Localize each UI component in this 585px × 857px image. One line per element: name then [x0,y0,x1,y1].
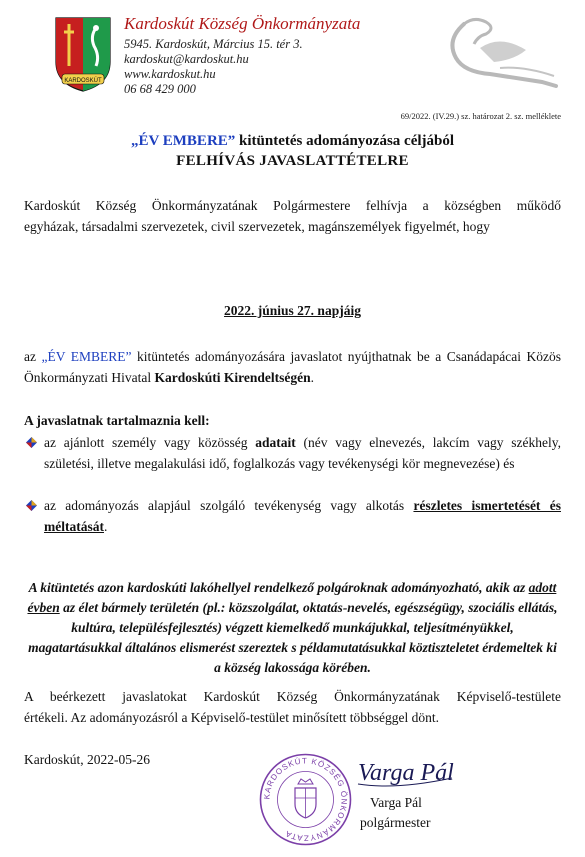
signer-name: Varga Pál [370,795,422,810]
title-rest: kitüntetés adományozása céljából [235,133,455,149]
org-website[interactable]: www.kardoskut.hu [124,67,216,81]
handwritten-signature [356,750,456,792]
item2-before: az adományozás alapjául szolgáló tevékenység vagy alkotás [44,498,414,513]
coat-of-arms-logo [52,14,114,94]
evaluation-line-2: értékeli. Az adományozásról a Képviselő-testület minősített többséggel dönt. [24,710,440,725]
org-address: 5945. Kardoskút, Március 15. tér 3. [124,37,303,51]
title-line-2: FELHÍVÁS JAVASLATTÉTELRE [176,153,409,169]
org-email[interactable]: kardoskut@kardoskut.hu [124,52,249,66]
submission-middle: kitüntetés adományozására javaslatot nyújthatnak be a Csanádapácai Közös Önkormányzati Hivatal [24,349,561,385]
award-name: „ÉV EMBERE” [130,133,236,149]
item2-underlined: részletes ismertetését és méltatását [44,498,561,534]
intro-rest: egyházak, társadalmi szervezetek, civil szervezetek, magánszemélyek figyelmét, hogy [24,219,490,234]
eligibility-underlined: adott évben [27,580,557,615]
item1-after: (név vagy elnevezés, lakcím vagy székhely, születési, illetve megalakulási idő, foglalkozás vagy tevékenységi kör megnevezése) és [44,435,561,471]
submission-suffix: . [310,370,314,385]
submission-office: Kardoskúti Kirendeltségén [154,370,311,385]
eligibility-paragraph [24,578,561,678]
eligibility-part-1: A kitüntetés azon kardoskúti lakóhellyel rendelkező polgároknak adományozható, akik az [28,580,529,595]
svg-text:KARDOSKÚT: KARDOSKÚT [64,78,102,84]
item2-after: . [103,519,108,534]
place-and-date: Kardoskút, 2022-05-26 [24,752,150,767]
svg-text:KARDOSKÚT KÖZSÉG ÖNKORMÁNYZATA: KARDOSKÚT KÖZSÉG ÖNKORMÁNYZATA [262,756,349,843]
org-phone: 06 68 429 000 [124,82,196,96]
official-stamp [258,752,353,847]
eligibility-part-2: az élet bármely területén (pl.: közszolgálat, oktatás-nevelés, egészségügy, szociális ellátás, kultúra, településfejlesztés) végzett kiemelkedő munkájukkal, teljesítményükkel, magatartásukkal általános elismerést szereztek s példamutatásukkal köztiszteletet érdemeltek ki a község lakossága körében. [28,600,558,675]
arrow-bullet-icon [26,437,37,448]
requirement-item-2 [44,495,561,537]
svg-text:Varga Pál: Varga Pál [358,760,454,786]
submission-paragraph [24,346,561,388]
requirements-heading: A javaslatnak tartalmaznia kell: [24,413,210,428]
organization-name: Kardoskút Község Önkormányzata [124,14,361,33]
deadline: 2022. június 27. napjáig [224,303,361,318]
submission-award-name: „ÉV EMBERE” [41,349,132,364]
requirement-item-1 [44,432,561,474]
title-line-1 [0,133,585,150]
signer-title: polgármester [360,815,431,830]
item1-bold: adatait [255,435,296,450]
arrow-bullet-icon [26,500,37,511]
swan-logo [434,14,558,90]
submission-prefix: az [24,349,42,364]
intro-line-1: Kardoskút Község Önkormányzatának Polgármestere felhívja a községben működő [24,198,561,213]
item1-before: az ajánlott személy vagy közösség [44,435,256,450]
evaluation-paragraph [24,686,561,728]
evaluation-line-1: A beérkezett javaslatokat Kardoskút Község Önkormányzatának Képviselő-testülete [24,689,561,704]
resolution-reference: 69/2022. (IV.29.) sz. határozat 2. sz. melléklete [400,111,561,121]
intro-paragraph [24,195,561,237]
